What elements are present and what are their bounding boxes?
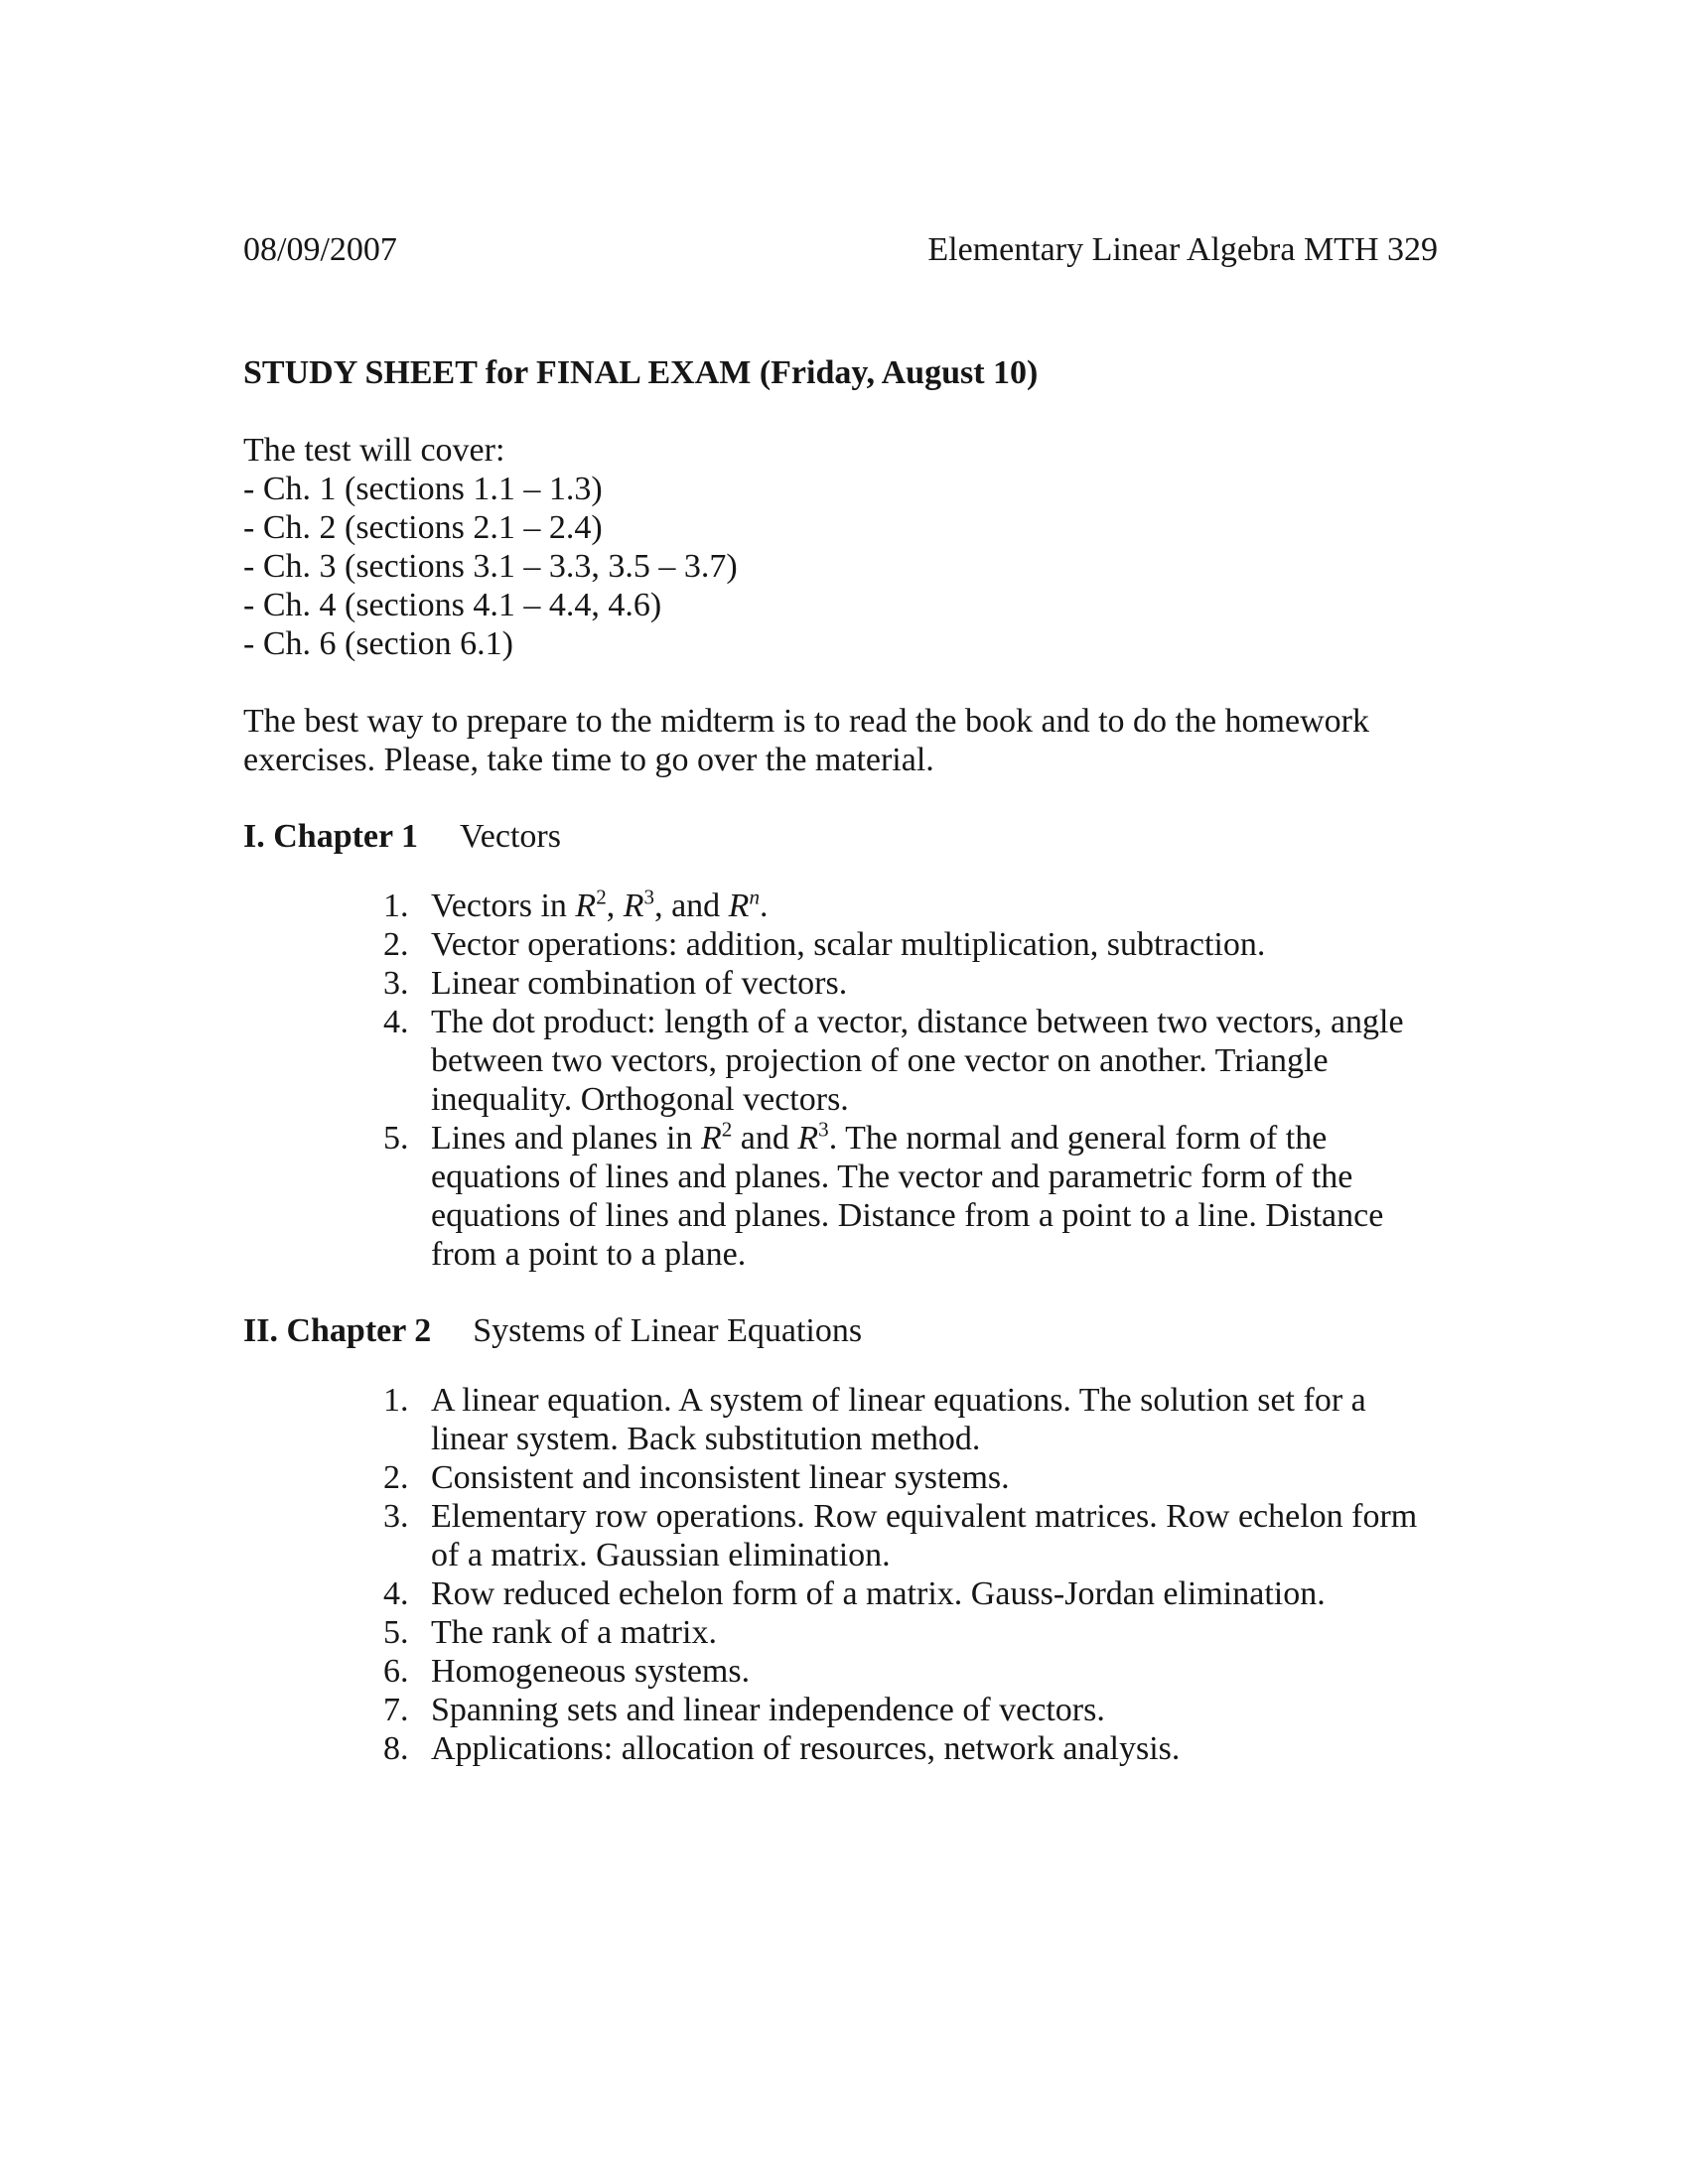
coverage-block (243, 431, 1438, 663)
topic-item: 5. The rank of a matrix. (417, 1613, 1435, 1652)
topic-item: 7. Spanning sets and linear independence of vectors. (417, 1691, 1435, 1729)
topic-item: 1. A linear equation. A system of linear equations. The solution set for a linear system. Back substitution method. (417, 1381, 1435, 1458)
coverage-item: - Ch. 2 (sections 2.1 – 2.4) (243, 509, 603, 546)
document-title: STUDY SHEET for FINAL EXAM (Friday, August 10) (243, 354, 1039, 391)
topic-item: 1. Vectors in $R^2$, $R^3$, and $R^n$. (417, 887, 1435, 925)
topic-item: 4. Row reduced echelon form of a matrix. Gauss-Jordan elimination. (417, 1574, 1435, 1613)
coverage-list (243, 470, 1438, 663)
topic-item: 8. Applications: allocation of resources, network analysis. (417, 1729, 1435, 1768)
topic-item: 2. Consistent and inconsistent linear systems. (417, 1458, 1435, 1497)
topic-item: 2. Vector operations: addition, scalar multiplication, subtraction. (417, 925, 1435, 964)
coverage-item: - Ch. 1 (sections 1.1 – 1.3) (243, 471, 603, 507)
section-1-heading (243, 817, 1438, 856)
section-1-topic-list (243, 887, 1435, 1274)
section-2-chapter-label: II. Chapter 2 (243, 1312, 432, 1349)
header-date: 08/09/2007 (243, 231, 397, 268)
header-course: Elementary Linear Algebra MTH 329 (927, 231, 1438, 268)
coverage-item: - Ch. 4 (sections 4.1 – 4.4, 4.6) (243, 587, 662, 623)
topic-item: 6. Homogeneous systems. (417, 1652, 1435, 1691)
section-1-chapter-title: Vectors (460, 818, 561, 855)
topic-item: 5. Lines and planes in $R^2$ and $R^3$. The normal and general form of the equations of lines and planes. The vector and parametric form of the equations of lines and planes. Distance from a point to a line. Distance from a point to a plane. (417, 1119, 1435, 1274)
topic-item: 3. Elementary row operations. Row equivalent matrices. Row echelon form of a matrix. Gaussian elimination. (417, 1497, 1435, 1574)
section-2-chapter-title: Systems of Linear Equations (473, 1312, 863, 1349)
section-1-chapter-label: I. Chapter 1 (243, 818, 418, 855)
page-header (243, 230, 1438, 269)
topic-item: 4. The dot product: length of a vector, distance between two vectors, angle between two vectors, projection of one vector on another. Triangle inequality. Orthogonal vectors. (417, 1003, 1435, 1119)
section-2-topic-list (243, 1381, 1435, 1768)
coverage-item: - Ch. 6 (section 6.1) (243, 625, 513, 662)
section-2-heading (243, 1311, 1438, 1350)
coverage-item: - Ch. 3 (sections 3.1 – 3.3, 3.5 – 3.7) (243, 548, 738, 585)
coverage-intro: The test will cover: (243, 432, 505, 469)
advice-paragraph: The best way to prepare to the midterm is to read the book and to do the homework exercises. Please, take time to go over the material. (243, 703, 1369, 778)
topic-item: 3. Linear combination of vectors. (417, 964, 1435, 1003)
